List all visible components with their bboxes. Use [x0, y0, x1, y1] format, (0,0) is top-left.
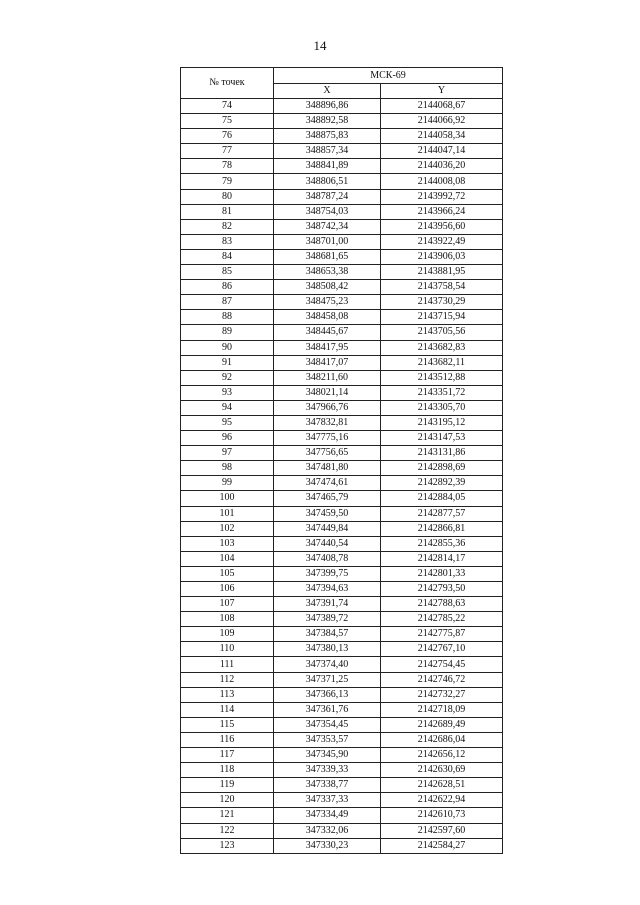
point-number-cell: 101 [181, 506, 274, 521]
y-coordinate-cell: 2143715,94 [381, 310, 503, 325]
y-coordinate-cell: 2142754,45 [381, 657, 503, 672]
table-row [181, 99, 503, 114]
header-x: X [274, 84, 381, 99]
y-coordinate-cell: 2143966,24 [381, 204, 503, 219]
table-row [181, 129, 503, 144]
x-coordinate-cell: 348475,23 [274, 295, 381, 310]
y-coordinate-cell: 2142855,36 [381, 536, 503, 551]
table-row [181, 582, 503, 597]
x-coordinate-cell: 347334,49 [274, 808, 381, 823]
table-row [181, 249, 503, 264]
x-coordinate-cell: 347966,76 [274, 400, 381, 415]
table-row [181, 159, 503, 174]
table-row [181, 808, 503, 823]
y-coordinate-cell: 2142788,63 [381, 597, 503, 612]
y-coordinate-cell: 2142597,60 [381, 823, 503, 838]
point-number-cell: 93 [181, 385, 274, 400]
x-coordinate-cell: 348806,51 [274, 174, 381, 189]
table-row [181, 234, 503, 249]
y-coordinate-cell: 2142877,57 [381, 506, 503, 521]
x-coordinate-cell: 348841,89 [274, 159, 381, 174]
x-coordinate-cell: 348857,34 [274, 144, 381, 159]
y-coordinate-cell: 2143906,03 [381, 249, 503, 264]
point-number-cell: 100 [181, 491, 274, 506]
point-number-cell: 77 [181, 144, 274, 159]
y-coordinate-cell: 2143922,49 [381, 234, 503, 249]
x-coordinate-cell: 347408,78 [274, 551, 381, 566]
x-coordinate-cell: 347756,65 [274, 446, 381, 461]
table-row [181, 370, 503, 385]
table-row [181, 642, 503, 657]
point-number-cell: 118 [181, 763, 274, 778]
table-row [181, 355, 503, 370]
y-coordinate-cell: 2143992,72 [381, 189, 503, 204]
x-coordinate-cell: 347380,13 [274, 642, 381, 657]
point-number-cell: 114 [181, 702, 274, 717]
x-coordinate-cell: 347338,77 [274, 778, 381, 793]
y-coordinate-cell: 2142793,50 [381, 582, 503, 597]
x-coordinate-cell: 347384,57 [274, 627, 381, 642]
y-coordinate-cell: 2142630,69 [381, 763, 503, 778]
point-number-cell: 79 [181, 174, 274, 189]
point-number-cell: 94 [181, 400, 274, 415]
x-coordinate-cell: 348508,42 [274, 280, 381, 295]
y-coordinate-cell: 2144008,08 [381, 174, 503, 189]
table-row [181, 461, 503, 476]
x-coordinate-cell: 348445,67 [274, 325, 381, 340]
table-row [181, 551, 503, 566]
x-coordinate-cell: 347474,61 [274, 476, 381, 491]
table-row [181, 385, 503, 400]
table-row [181, 325, 503, 340]
table-row [181, 687, 503, 702]
x-coordinate-cell: 348211,60 [274, 370, 381, 385]
y-coordinate-cell: 2142801,33 [381, 566, 503, 581]
coordinates-table [180, 67, 503, 854]
x-coordinate-cell: 348681,65 [274, 249, 381, 264]
y-coordinate-cell: 2143956,60 [381, 219, 503, 234]
x-coordinate-cell: 347332,06 [274, 823, 381, 838]
table-row [181, 536, 503, 551]
x-coordinate-cell: 347353,57 [274, 732, 381, 747]
x-coordinate-cell: 347449,84 [274, 521, 381, 536]
x-coordinate-cell: 348754,03 [274, 204, 381, 219]
table-row [181, 340, 503, 355]
header-point-number: № точек [181, 68, 274, 99]
table-row [181, 400, 503, 415]
point-number-cell: 107 [181, 597, 274, 612]
x-coordinate-cell: 347459,50 [274, 506, 381, 521]
point-number-cell: 83 [181, 234, 274, 249]
point-number-cell: 81 [181, 204, 274, 219]
y-coordinate-cell: 2143512,88 [381, 370, 503, 385]
y-coordinate-cell: 2143305,70 [381, 400, 503, 415]
table-row [181, 702, 503, 717]
y-coordinate-cell: 2142866,81 [381, 521, 503, 536]
table-row [181, 476, 503, 491]
x-coordinate-cell: 348458,08 [274, 310, 381, 325]
y-coordinate-cell: 2143758,54 [381, 280, 503, 295]
y-coordinate-cell: 2143705,56 [381, 325, 503, 340]
point-number-cell: 91 [181, 355, 274, 370]
y-coordinate-cell: 2144066,92 [381, 114, 503, 129]
table-row [181, 566, 503, 581]
y-coordinate-cell: 2142767,10 [381, 642, 503, 657]
x-coordinate-cell: 348417,95 [274, 340, 381, 355]
y-coordinate-cell: 2142610,73 [381, 808, 503, 823]
y-coordinate-cell: 2142892,39 [381, 476, 503, 491]
table-row [181, 748, 503, 763]
point-number-cell: 120 [181, 793, 274, 808]
table-row [181, 763, 503, 778]
y-coordinate-cell: 2142718,09 [381, 702, 503, 717]
point-number-cell: 121 [181, 808, 274, 823]
point-number-cell: 88 [181, 310, 274, 325]
table-row [181, 310, 503, 325]
x-coordinate-cell: 347832,81 [274, 415, 381, 430]
y-coordinate-cell: 2142775,87 [381, 627, 503, 642]
point-number-cell: 116 [181, 732, 274, 747]
x-coordinate-cell: 347330,23 [274, 838, 381, 853]
y-coordinate-cell: 2143881,95 [381, 265, 503, 280]
x-coordinate-cell: 347339,33 [274, 763, 381, 778]
point-number-cell: 110 [181, 642, 274, 657]
y-coordinate-cell: 2143131,86 [381, 446, 503, 461]
y-coordinate-cell: 2142689,49 [381, 717, 503, 732]
table-row [181, 823, 503, 838]
y-coordinate-cell: 2144068,67 [381, 99, 503, 114]
table-row [181, 672, 503, 687]
y-coordinate-cell: 2142814,17 [381, 551, 503, 566]
table-row [181, 521, 503, 536]
y-coordinate-cell: 2142732,27 [381, 687, 503, 702]
y-coordinate-cell: 2143147,53 [381, 431, 503, 446]
x-coordinate-cell: 347399,75 [274, 566, 381, 581]
x-coordinate-cell: 347337,33 [274, 793, 381, 808]
point-number-cell: 111 [181, 657, 274, 672]
table-body [181, 99, 503, 854]
point-number-cell: 87 [181, 295, 274, 310]
y-coordinate-cell: 2143682,83 [381, 340, 503, 355]
table-row [181, 265, 503, 280]
x-coordinate-cell: 347481,80 [274, 461, 381, 476]
table-row [181, 627, 503, 642]
table-row [181, 506, 503, 521]
y-coordinate-cell: 2142686,04 [381, 732, 503, 747]
table-row [181, 491, 503, 506]
point-number-cell: 108 [181, 612, 274, 627]
point-number-cell: 113 [181, 687, 274, 702]
point-number-cell: 112 [181, 672, 274, 687]
table-row [181, 280, 503, 295]
point-number-cell: 117 [181, 748, 274, 763]
y-coordinate-cell: 2144036,20 [381, 159, 503, 174]
table-row [181, 657, 503, 672]
point-number-cell: 97 [181, 446, 274, 461]
table-row [181, 431, 503, 446]
x-coordinate-cell: 348653,38 [274, 265, 381, 280]
y-coordinate-cell: 2142898,69 [381, 461, 503, 476]
point-number-cell: 109 [181, 627, 274, 642]
x-coordinate-cell: 348875,83 [274, 129, 381, 144]
table-row [181, 114, 503, 129]
point-number-cell: 119 [181, 778, 274, 793]
x-coordinate-cell: 347374,40 [274, 657, 381, 672]
point-number-cell: 82 [181, 219, 274, 234]
point-number-cell: 122 [181, 823, 274, 838]
x-coordinate-cell: 347465,79 [274, 491, 381, 506]
y-coordinate-cell: 2144047,14 [381, 144, 503, 159]
point-number-cell: 89 [181, 325, 274, 340]
x-coordinate-cell: 348787,24 [274, 189, 381, 204]
x-coordinate-cell: 347366,13 [274, 687, 381, 702]
table-row [181, 778, 503, 793]
y-coordinate-cell: 2144058,34 [381, 129, 503, 144]
point-number-cell: 78 [181, 159, 274, 174]
table-row [181, 295, 503, 310]
point-number-cell: 80 [181, 189, 274, 204]
point-number-cell: 102 [181, 521, 274, 536]
table-row [181, 838, 503, 853]
point-number-cell: 115 [181, 717, 274, 732]
x-coordinate-cell: 347361,76 [274, 702, 381, 717]
x-coordinate-cell: 348701,00 [274, 234, 381, 249]
page-number: 14 [313, 38, 327, 53]
y-coordinate-cell: 2143351,72 [381, 385, 503, 400]
x-coordinate-cell: 347775,16 [274, 431, 381, 446]
table-row [181, 219, 503, 234]
y-coordinate-cell: 2142785,22 [381, 612, 503, 627]
point-number-cell: 95 [181, 415, 274, 430]
header-coordinate-system: МСК-69 [274, 68, 503, 84]
point-number-cell: 76 [181, 129, 274, 144]
table-row [181, 612, 503, 627]
y-coordinate-cell: 2142884,05 [381, 491, 503, 506]
point-number-cell: 106 [181, 582, 274, 597]
point-number-cell: 104 [181, 551, 274, 566]
x-coordinate-cell: 348896,86 [274, 99, 381, 114]
x-coordinate-cell: 347391,74 [274, 597, 381, 612]
x-coordinate-cell: 348021,14 [274, 385, 381, 400]
point-number-cell: 85 [181, 265, 274, 280]
x-coordinate-cell: 347371,25 [274, 672, 381, 687]
y-coordinate-cell: 2143195,12 [381, 415, 503, 430]
point-number-cell: 90 [181, 340, 274, 355]
point-number-cell: 75 [181, 114, 274, 129]
x-coordinate-cell: 347440,54 [274, 536, 381, 551]
point-number-cell: 103 [181, 536, 274, 551]
point-number-cell: 99 [181, 476, 274, 491]
x-coordinate-cell: 347354,45 [274, 717, 381, 732]
x-coordinate-cell: 348417,07 [274, 355, 381, 370]
x-coordinate-cell: 347389,72 [274, 612, 381, 627]
table-row [181, 717, 503, 732]
point-number-cell: 74 [181, 99, 274, 114]
x-coordinate-cell: 348892,58 [274, 114, 381, 129]
table-row [181, 446, 503, 461]
table-row [181, 415, 503, 430]
y-coordinate-cell: 2142656,12 [381, 748, 503, 763]
point-number-cell: 98 [181, 461, 274, 476]
table-row [181, 732, 503, 747]
y-coordinate-cell: 2142746,72 [381, 672, 503, 687]
table-row [181, 174, 503, 189]
point-number-cell: 92 [181, 370, 274, 385]
y-coordinate-cell: 2143682,11 [381, 355, 503, 370]
table-row [181, 597, 503, 612]
table-row [181, 204, 503, 219]
y-coordinate-cell: 2142584,27 [381, 838, 503, 853]
table-row [181, 144, 503, 159]
y-coordinate-cell: 2142628,51 [381, 778, 503, 793]
table-row [181, 793, 503, 808]
y-coordinate-cell: 2143730,29 [381, 295, 503, 310]
header-y: Y [381, 84, 503, 99]
y-coordinate-cell: 2142622,94 [381, 793, 503, 808]
point-number-cell: 84 [181, 249, 274, 264]
x-coordinate-cell: 347345,90 [274, 748, 381, 763]
x-coordinate-cell: 347394,63 [274, 582, 381, 597]
x-coordinate-cell: 348742,34 [274, 219, 381, 234]
point-number-cell: 86 [181, 280, 274, 295]
table-row [181, 189, 503, 204]
point-number-cell: 105 [181, 566, 274, 581]
point-number-cell: 123 [181, 838, 274, 853]
point-number-cell: 96 [181, 431, 274, 446]
